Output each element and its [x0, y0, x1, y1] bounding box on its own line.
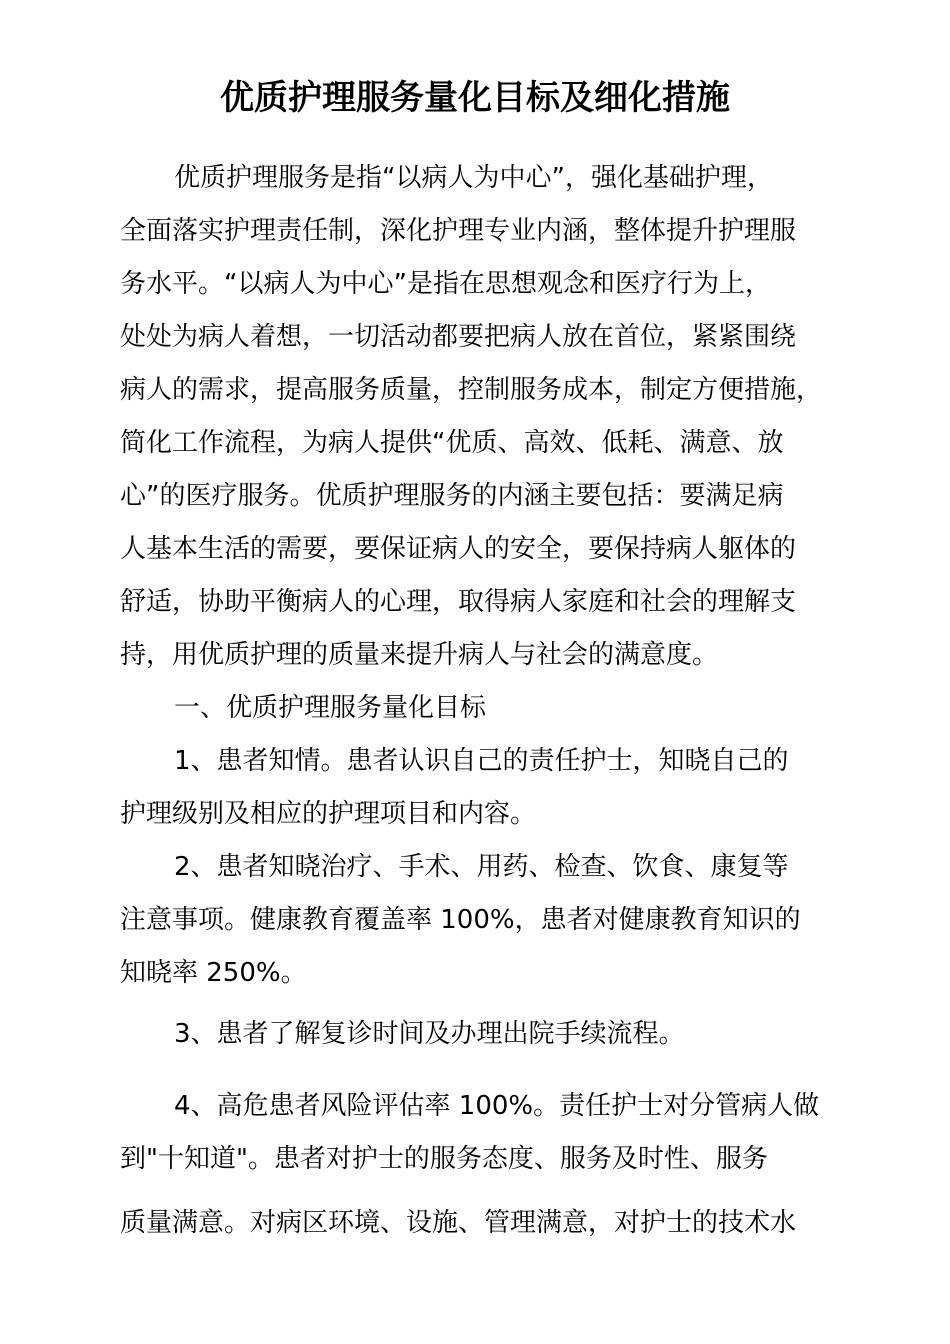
list-item-line: 4、高危患者风险评估率 100%。责任护士对分管病人做	[174, 1091, 820, 1121]
paragraph-line: 务水平。“以病人为中心”是指在思想观念和医疗行为上，	[120, 269, 771, 299]
paragraph-line: 优质护理服务是指“以病人为中心”，强化基础护理，	[174, 163, 773, 193]
paragraph-line: 简化工作流程，为病人提供“优质、高效、低耗、满意、放	[120, 428, 784, 458]
list-item-line: 2、患者知晓治疗、手术、用药、检查、饮食、康复等	[174, 852, 789, 882]
list-item-line: 知晓率 250%。	[120, 958, 307, 988]
list-item-line: 质量满意。对病区环境、设施、管理满意，对护士的技术水	[120, 1208, 797, 1238]
paragraph-line: 持，用优质护理的质量来提升病人与社会的满意度。	[120, 640, 719, 670]
paragraph-line: 全面落实护理责任制，深化护理专业内涵，整体提升护理服	[120, 216, 797, 246]
list-item-line: 3、患者了解复诊时间及办理出院手续流程。	[174, 1019, 685, 1049]
paragraph-line: 人基本生活的需要，要保证病人的安全，要保持病人躯体的	[120, 534, 797, 564]
paragraph-line: 心”的医疗服务。优质护理服务的内涵主要包括：要满足病	[120, 481, 784, 511]
list-item-line: 到"十知道"。患者对护士的服务态度、服务及时性、服务	[120, 1144, 768, 1174]
paragraph-line: 处处为病人着想，一切活动都要把病人放在首位，紧紧围绕	[120, 322, 797, 352]
list-item-line: 1、患者知情。患者认识自己的责任护士，知晓自己的	[174, 746, 789, 776]
list-item-line: 注意事项。健康教育覆盖率 100%，患者对健康教育知识的	[120, 905, 801, 935]
document-title: 优质护理服务量化目标及细化措施	[220, 78, 730, 118]
paragraph-line: 舒适，协助平衡病人的心理，取得病人家庭和社会的理解支	[120, 587, 797, 617]
paragraph-line: 病人的需求，提高服务质量，控制服务成本，制定方便措施，	[120, 375, 823, 405]
section-heading: 一、优质护理服务量化目标	[174, 693, 487, 723]
list-item-line: 护理级别及相应的护理项目和内容。	[120, 799, 537, 829]
